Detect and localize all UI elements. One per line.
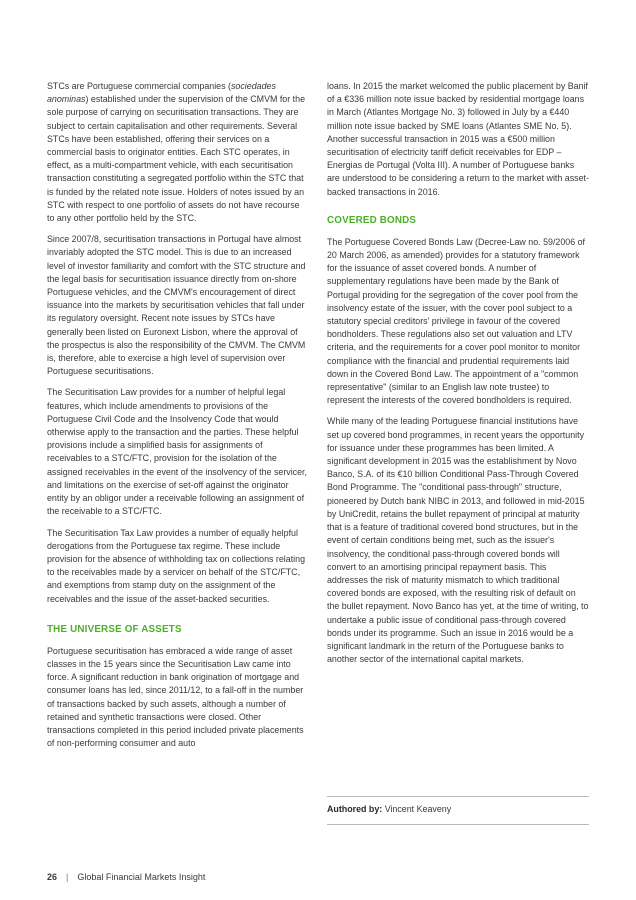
paragraph-text: ) established under the supervision of the CMVM for the sole purpose of carrying on securitisation transactions. They are subject to certain capitalisation and other requirements. Several STCs have been established, offering their services on a commercial basis to originator entities. Each STC operates, in effect, as a multi-compartment vehicle, with each securitisation transaction constituting a segregated portfolio within the STC that is funded by the related note issue. Holders of notes issued by an STC with respect to one portfolio of assets do not have recourse to any other portfolio held by the STC.: [47, 94, 306, 224]
paragraph: Since 2007/8, securitisation transactions in Portugal have almost invariably adopted the STC model. This is due to an increased level of investor familiarity and comfort with the STC structure and the legal basis for securitisation issuance directly from on-shore Portuguese vehicles, and the CMVM's encouragement of direct issuance into the markets by securitisation vehicles that fall under its regulatory oversight. Recent note issues by STCs have generally been listed on Euronext Lisbon, where the approval of the prospectus is also the responsibility of the CMVM. The CMVM is, therefore, able to exercise a high level of supervision over Portuguese securitisations.: [47, 234, 306, 377]
paragraph: The Securitisation Law provides for a number of helpful legal features, which include amendments to provisions of the Portuguese Civil Code and the Insolvency Code that would otherwise apply to the transaction and the parties. These helpful provisions include a simplified basis for assignments of receivables to a STC/FTC, provision for the isolation of the assigned receivables in the event of the insolvency of the servicer, and limitations on the exercise of set-off against the originator entity by an obligor under a receivable following an assignment of the receivable to a STC/FTC.: [47, 387, 307, 517]
paragraph-text: STCs are Portuguese commercial companies (: [47, 81, 231, 91]
paragraph: Portuguese securitisation has embraced a wide range of asset classes in the 15 years since the Securitisation Law came into force. A significant reduction in bank origination of mortgage and consumer loans has led, since 2011/12, to a fall-off in the number of transactions backed by such assets, although a number of retained and synthetic transactions were closed. Other transactions completed in this period included private placements of non-performing consumer and auto: [47, 645, 304, 749]
paragraph: loans. In 2015 the market welcomed the public placement by Banif of a €336 million note issue backed by residential mortgage loans in March (Atlantes Mortgage No. 3) followed in July by a €440 million note issue backed by SME loans (Atlantes SME No. 5). Another successful transaction in 2015 was a €500 million securitisation of electricity tariff deficit receivables for EDP – Energias de Portugal (Volta III). A number of Portuguese banks are understood to be considering a return to the market with asset-backed transactions in 2016.: [327, 81, 589, 197]
paragraph: The Portuguese Covered Bonds Law (Decree-Law no. 59/2006 of 20 March 2006, as amended) provides for a statutory framework for the issuance of asset covered bonds. A number of supplementary regulations have been made by the Bank of Portugal providing for the segregation of the cover pool from the insolvency estate of the issuer, with the cover pool subject to a statutory special creditors' privilege in favour of the covered bondholders. These regulations also set out valuation and LTV criteria, and the requirements for a cover pool monitor to monitor compliance with the financial and prudential requirements laid down in the Covered Bond Law. The appointment of a "common representative" (similar to an English law note trustee) to represent the interests of the covered bondholders is required.: [327, 236, 586, 406]
left-column: [47, 80, 309, 758]
footer-separator: |: [66, 872, 69, 882]
section-heading-covered-bonds: COVERED BONDS: [327, 214, 417, 226]
paragraph: The Securitisation Tax Law provides a number of equally helpful derogations from the Portuguese tax regime. These include provision for the absence of withholding tax on collections relating to the receivables made by a servicer on behalf of the STC/FTC, and exemptions from stamp duty on the assignment of the receivables and the issue of the asset-backed securities.: [47, 527, 306, 604]
author-box: [327, 796, 589, 825]
right-column: [327, 80, 589, 674]
publication-title: Global Financial Markets Insight: [77, 872, 206, 882]
author-label: Authored by:: [327, 804, 383, 814]
italic-term: sociedades anominas: [47, 81, 276, 105]
page-footer: [47, 872, 205, 882]
section-heading-universe-of-assets: THE UNIVERSE OF ASSETS: [47, 623, 182, 635]
paragraph: While many of the leading Portuguese financial institutions have set up covered bond programmes, in recent years the opportunity for issuance under these programmes has been limited. A significant development in 2015 was the establishment by Novo Banco, S.A. of its €10 billion Conditional Pass-Through Covered Bond Programme. The "conditional pass-through" structure, pioneered by Dutch bank NIBC in 2013, and followed in mid-2015 by UniCredit, retains the bullet repayment of principal at maturity that is a feature of traditional covered bond structures, but in the event of certain conditions being met, such as the issuer's insolvency, the conditional pass-through covered bonds will convert to an amortising principal repayment basis. This addresses the risk of maturity mismatch to which traditional covered bonds are exposed, with the resulting risk of default on the bullet repayment. Novo Banco has yet, at the time of writing, to undertake a public issue of conditional pass-through covered bonds under its programme. Such an issue in 2016 would be a significant landmark in the return of the Portuguese banks to another sector of the international capital markets.: [327, 416, 589, 665]
page-number: 26: [47, 872, 58, 882]
paragraph: [47, 80, 309, 225]
author-name: Vincent Keaveny: [384, 804, 452, 814]
